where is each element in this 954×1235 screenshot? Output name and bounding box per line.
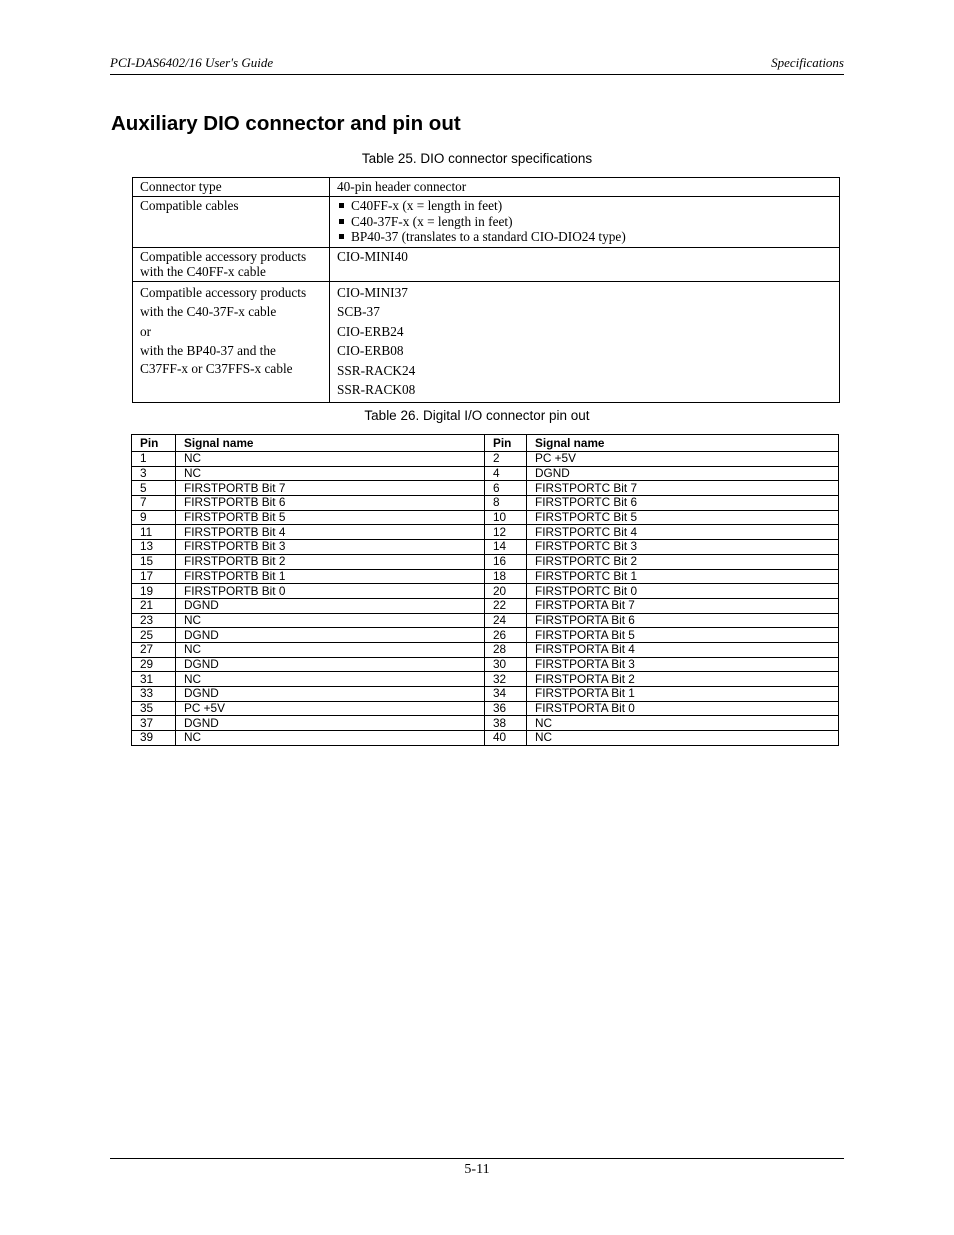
signal-name: FIRSTPORTA Bit 7 <box>527 598 839 613</box>
pin-number: 10 <box>485 510 527 525</box>
signal-name: FIRSTPORTC Bit 0 <box>527 584 839 599</box>
pin-number: 19 <box>132 584 176 599</box>
signal-name: FIRSTPORTB Bit 7 <box>176 481 485 496</box>
pin-number: 7 <box>132 496 176 511</box>
pinout-row <box>132 452 839 467</box>
signal-name: NC <box>176 672 485 687</box>
spec-value <box>330 247 840 281</box>
spec-row <box>133 281 840 402</box>
signal-name: FIRSTPORTA Bit 0 <box>527 701 839 716</box>
spec-value <box>330 197 840 248</box>
spec-value-line: CIO-MINI37 <box>337 284 408 300</box>
signal-name: DGND <box>176 687 485 702</box>
signal-name: FIRSTPORTA Bit 1 <box>527 687 839 702</box>
pin-number: 8 <box>485 496 527 511</box>
signal-name: NC <box>527 716 839 731</box>
spec-label-line: with the C40-37F-x cable <box>140 304 277 319</box>
signal-name: NC <box>176 731 485 746</box>
signal-name: DGND <box>176 716 485 731</box>
spec-value <box>330 178 840 197</box>
pinout-row <box>132 731 839 746</box>
spec-value-line: CIO-MINI40 <box>337 248 408 264</box>
signal-name: FIRSTPORTA Bit 6 <box>527 613 839 628</box>
header-pin: Pin <box>132 435 176 452</box>
pinout-row <box>132 481 839 496</box>
pinout-row <box>132 540 839 555</box>
signal-name: PC +5V <box>176 701 485 716</box>
pin-number: 17 <box>132 569 176 584</box>
signal-name: FIRSTPORTB Bit 4 <box>176 525 485 540</box>
pin-number: 36 <box>485 701 527 716</box>
pinout-row <box>132 642 839 657</box>
pinout-row <box>132 510 839 525</box>
section-title: Auxiliary DIO connector and pin out <box>111 112 461 135</box>
signal-name: FIRSTPORTC Bit 3 <box>527 540 839 555</box>
pin-number: 29 <box>132 657 176 672</box>
spec-value <box>330 281 840 402</box>
signal-name: DGND <box>176 657 485 672</box>
pinout-row <box>132 554 839 569</box>
spec-value-line: 40-pin header connector <box>337 179 467 194</box>
header-pin: Pin <box>485 435 527 452</box>
header-signal-name: Signal name <box>176 435 485 452</box>
pin-number: 16 <box>485 554 527 569</box>
signal-name: FIRSTPORTA Bit 4 <box>527 642 839 657</box>
signal-name: FIRSTPORTA Bit 2 <box>527 672 839 687</box>
spec-row <box>133 178 840 197</box>
pin-number: 18 <box>485 569 527 584</box>
pinout-row <box>132 584 839 599</box>
pin-number: 30 <box>485 657 527 672</box>
pin-number: 22 <box>485 598 527 613</box>
page-header <box>110 55 844 75</box>
pin-number: 32 <box>485 672 527 687</box>
pin-number: 9 <box>132 510 176 525</box>
spec-label-line: Compatible accessory products <box>140 284 307 300</box>
pin-number: 40 <box>485 731 527 746</box>
pinout-row <box>132 672 839 687</box>
signal-name: FIRSTPORTB Bit 0 <box>176 584 485 599</box>
pin-number: 37 <box>132 716 176 731</box>
pinout-row <box>132 657 839 672</box>
pin-number: 20 <box>485 584 527 599</box>
pin-number: 14 <box>485 540 527 555</box>
pin-number: 4 <box>485 466 527 481</box>
pinout-row <box>132 496 839 511</box>
pinout-row <box>132 525 839 540</box>
signal-name: FIRSTPORTC Bit 4 <box>527 525 839 540</box>
signal-name: NC <box>176 466 485 481</box>
signal-name: FIRSTPORTC Bit 5 <box>527 510 839 525</box>
spec-label-line: Compatible cables <box>140 198 239 213</box>
signal-name: FIRSTPORTA Bit 5 <box>527 628 839 643</box>
spec-value-line: SSR-RACK24 <box>337 362 416 378</box>
signal-name: FIRSTPORTC Bit 1 <box>527 569 839 584</box>
pin-number: 24 <box>485 613 527 628</box>
table26-caption: Table 26. Digital I/O connector pin out <box>364 408 590 423</box>
signal-name: FIRSTPORTB Bit 6 <box>176 496 485 511</box>
spec-bullet-item: C40-37F-x (x = length in feet) <box>337 214 832 230</box>
spec-value-line: CIO-ERB08 <box>337 343 404 358</box>
signal-name: DGND <box>176 628 485 643</box>
pinout-row <box>132 598 839 613</box>
spec-label-line: Connector type <box>140 179 222 194</box>
signal-name: FIRSTPORTB Bit 2 <box>176 554 485 569</box>
signal-name: DGND <box>176 598 485 613</box>
pin-number: 12 <box>485 525 527 540</box>
page-footer <box>110 1158 844 1178</box>
pinout-row <box>132 569 839 584</box>
pinout-row <box>132 466 839 481</box>
pinout-header-row <box>132 435 839 452</box>
spec-row <box>133 197 840 248</box>
signal-name: NC <box>176 642 485 657</box>
pin-number: 26 <box>485 628 527 643</box>
signal-name: FIRSTPORTC Bit 2 <box>527 554 839 569</box>
pin-number: 31 <box>132 672 176 687</box>
pin-number: 13 <box>132 540 176 555</box>
pin-number: 34 <box>485 687 527 702</box>
spec-label <box>133 247 330 281</box>
spec-value-line: SCB-37 <box>337 304 380 319</box>
signal-name: NC <box>176 613 485 628</box>
spec-value-line: SSR-RACK08 <box>337 382 416 397</box>
pin-number: 39 <box>132 731 176 746</box>
pinout-row <box>132 613 839 628</box>
dio-pinout-table <box>131 434 839 746</box>
signal-name: FIRSTPORTA Bit 3 <box>527 657 839 672</box>
header-doc-title: PCI-DAS6402/16 User's Guide <box>110 55 274 70</box>
page-number: 5-11 <box>464 1162 490 1177</box>
spec-label-line: Compatible accessory products <box>140 248 307 264</box>
signal-name: NC <box>176 452 485 467</box>
signal-name: FIRSTPORTB Bit 5 <box>176 510 485 525</box>
pin-number: 35 <box>132 701 176 716</box>
pin-number: 11 <box>132 525 176 540</box>
header-section: Specifications <box>771 55 844 70</box>
spec-value-line: CIO-ERB24 <box>337 323 404 339</box>
pinout-row <box>132 701 839 716</box>
pin-number: 21 <box>132 598 176 613</box>
pin-number: 33 <box>132 687 176 702</box>
signal-name: NC <box>527 731 839 746</box>
pinout-row <box>132 628 839 643</box>
pin-number: 38 <box>485 716 527 731</box>
pin-number: 5 <box>132 481 176 496</box>
signal-name: FIRSTPORTB Bit 1 <box>176 569 485 584</box>
spec-label-line: C37FF-x or C37FFS-x cable <box>140 360 293 376</box>
pin-number: 23 <box>132 613 176 628</box>
signal-name: DGND <box>527 466 839 481</box>
spec-bullet-item: C40FF-x (x = length in feet) <box>337 198 832 214</box>
spec-label <box>133 197 330 248</box>
pin-number: 15 <box>132 554 176 569</box>
pin-number: 2 <box>485 452 527 467</box>
spec-label <box>133 178 330 197</box>
pin-number: 27 <box>132 642 176 657</box>
spec-label-line: with the BP40-37 and the <box>140 343 276 358</box>
pinout-row <box>132 716 839 731</box>
signal-name: FIRSTPORTB Bit 3 <box>176 540 485 555</box>
spec-label-line: with the C40FF-x cable <box>140 263 266 279</box>
pin-number: 3 <box>132 466 176 481</box>
dio-connector-specifications-table <box>132 177 840 403</box>
pinout-row <box>132 687 839 702</box>
spec-label-line: or <box>140 323 152 339</box>
header-signal-name: Signal name <box>527 435 839 452</box>
pin-number: 28 <box>485 642 527 657</box>
spec-bullet-item: BP40-37 (translates to a standard CIO-DIO24 type) <box>337 229 832 245</box>
signal-name: FIRSTPORTC Bit 7 <box>527 481 839 496</box>
signal-name: PC +5V <box>527 452 839 467</box>
pin-number: 6 <box>485 481 527 496</box>
pin-number: 25 <box>132 628 176 643</box>
signal-name: FIRSTPORTC Bit 6 <box>527 496 839 511</box>
pin-number: 1 <box>132 452 176 467</box>
table25-caption: Table 25. DIO connector specifications <box>361 151 593 166</box>
spec-row <box>133 247 840 281</box>
spec-label <box>133 281 330 402</box>
